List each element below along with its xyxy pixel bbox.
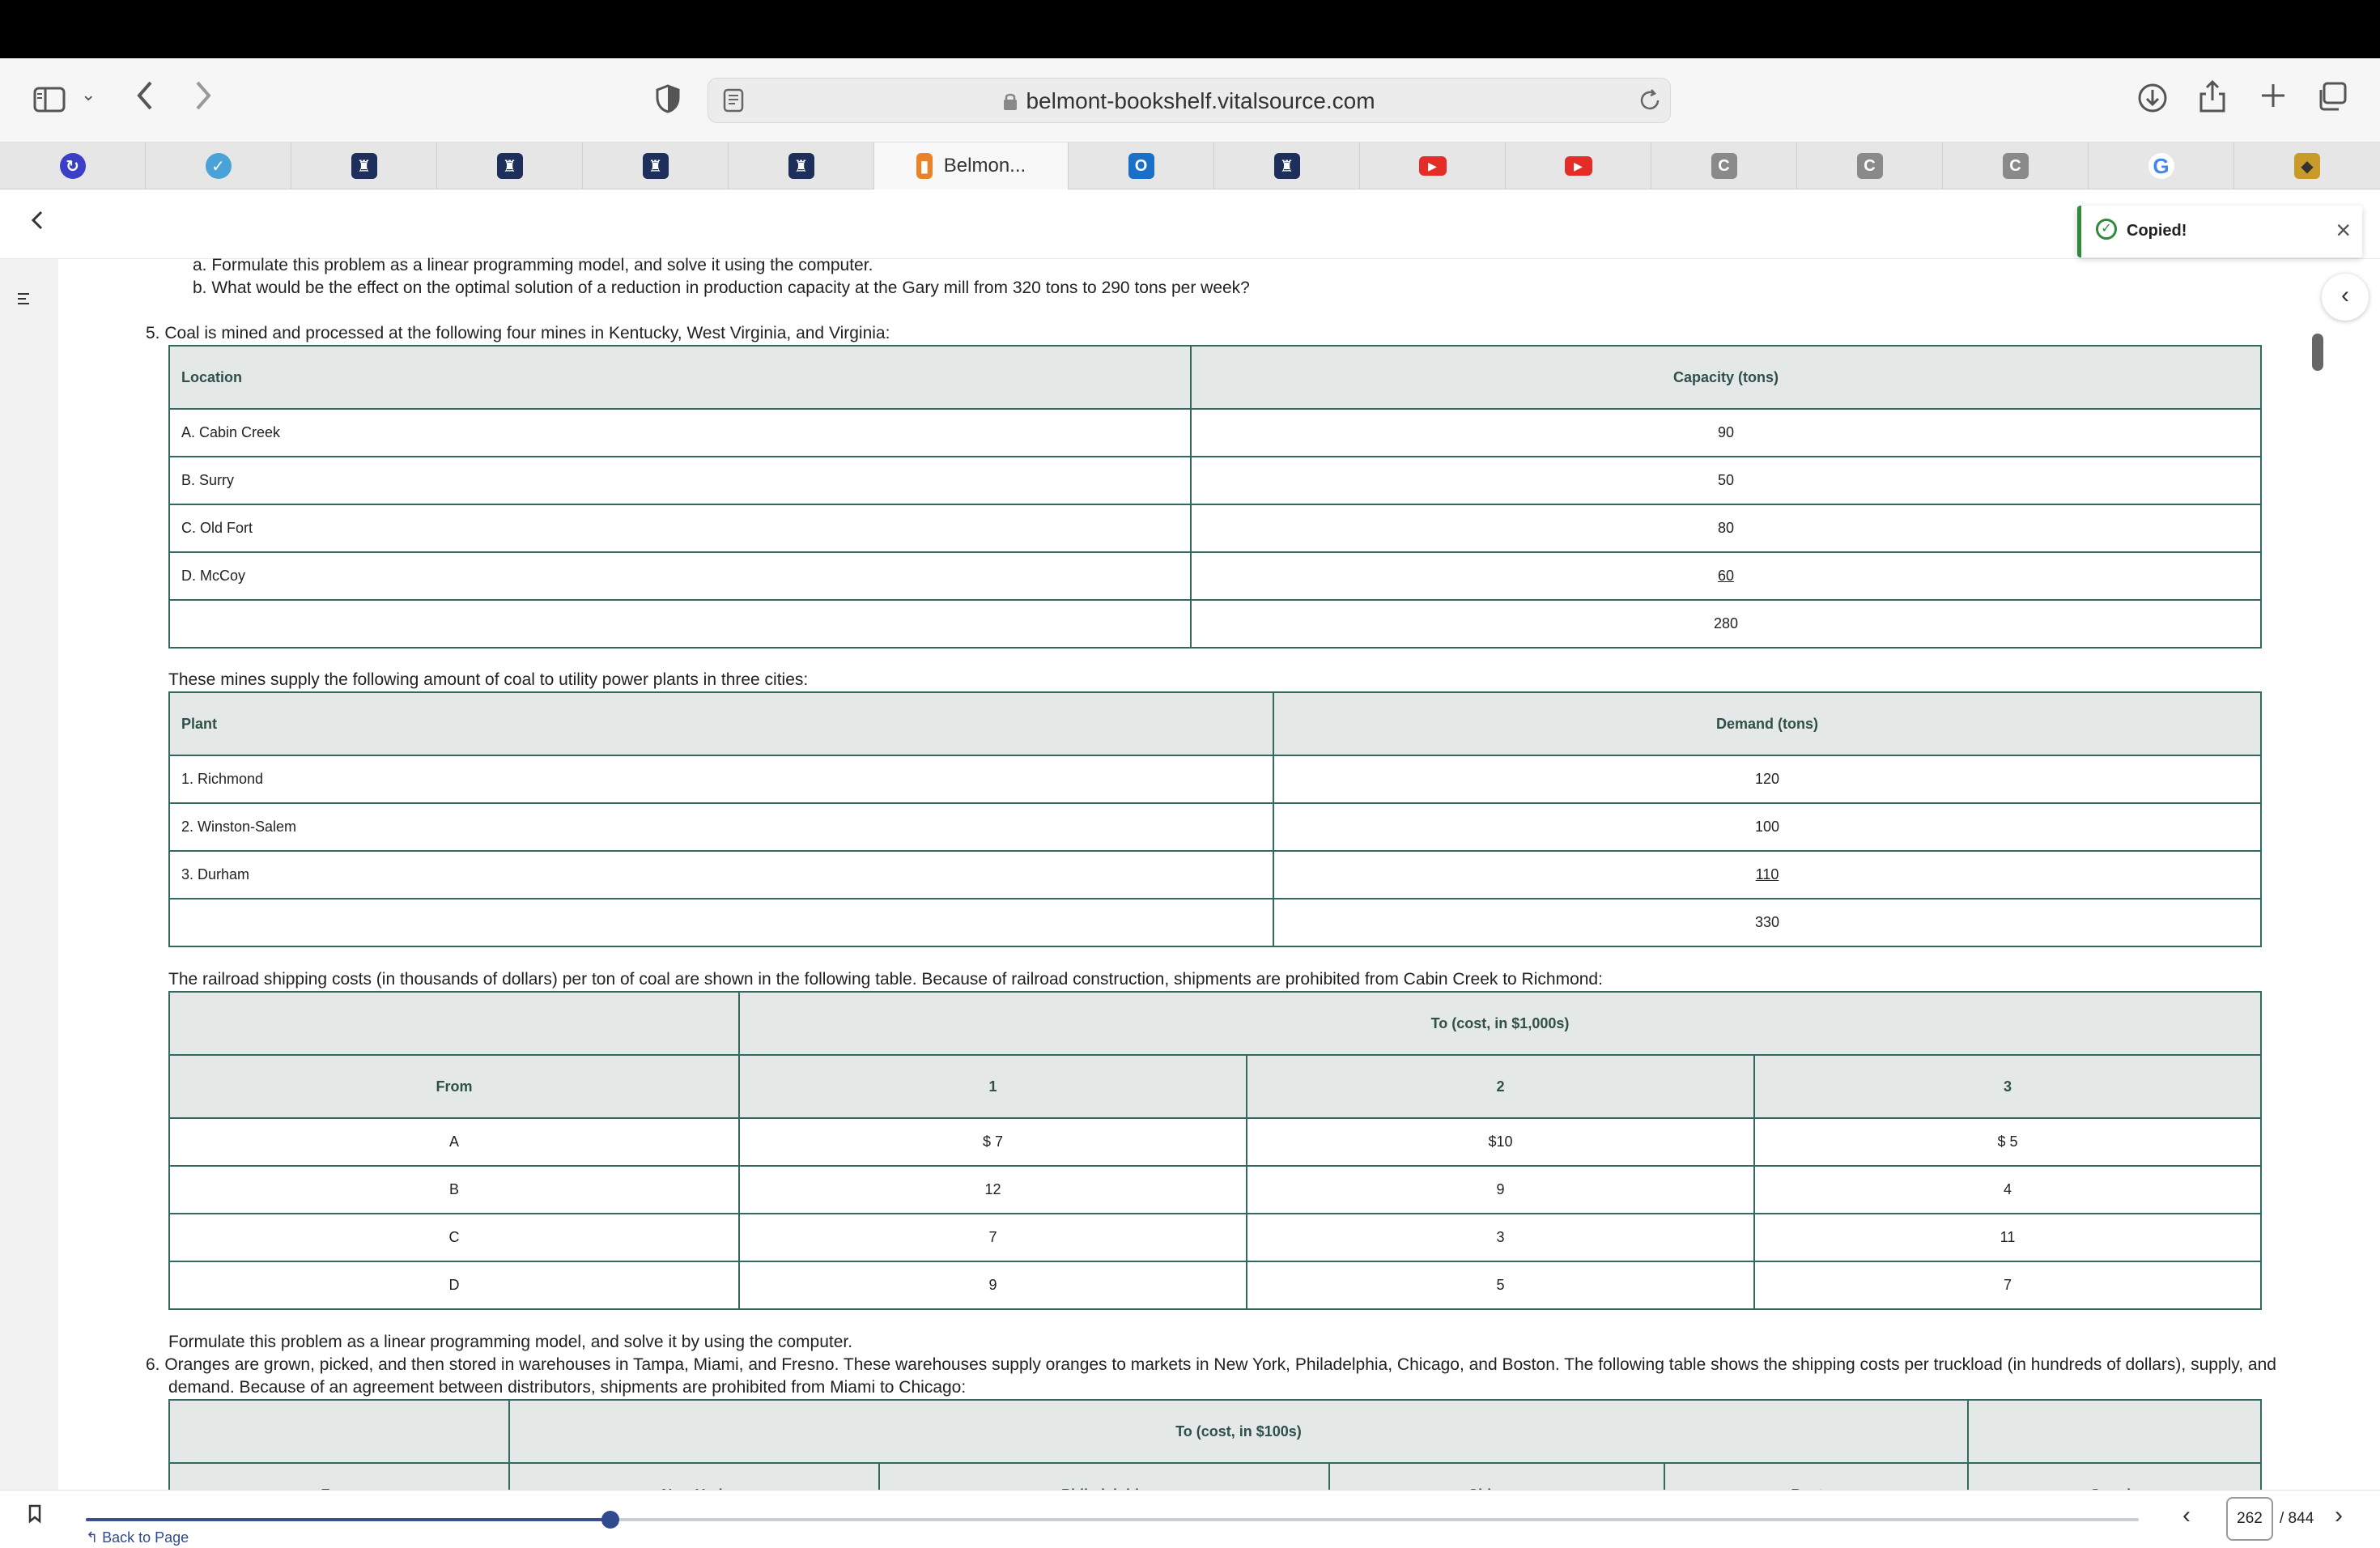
check-circle-icon: ✓ <box>2096 219 2117 240</box>
vitalsource-book-icon: ▮ <box>916 153 933 179</box>
url-label: belmont-bookshelf.vitalsource.com <box>1026 88 1375 113</box>
plant-demand: 110 <box>1755 866 1779 882</box>
belmont-crest-icon: ♜ <box>497 153 523 179</box>
previous-page-icon[interactable]: ‹ <box>2182 1502 2191 1529</box>
blank-header <box>1968 1400 2261 1463</box>
tab-14[interactable] <box>1943 142 2089 189</box>
belmont-crest-icon: ♜ <box>788 153 814 179</box>
progress-handle[interactable] <box>601 1511 619 1529</box>
plant-demand: 100 <box>1273 803 2261 851</box>
tab-4[interactable] <box>437 142 583 189</box>
tab-15[interactable] <box>2089 142 2234 189</box>
browser-toolbar <box>0 58 2380 142</box>
sidebar-toggle-icon[interactable] <box>32 83 66 117</box>
return-arrow-icon: ↰ <box>86 1529 103 1546</box>
tab-label: Belmon... <box>943 155 1026 176</box>
header-dest-1: 1 <box>739 1055 1247 1118</box>
header-dest-3: 3 <box>1754 1055 2261 1118</box>
tab-bar <box>0 142 2380 189</box>
cost-cell: $10 <box>1247 1118 1754 1166</box>
tab-16[interactable] <box>2234 142 2380 189</box>
belmont-crest-icon: ♜ <box>1274 153 1300 179</box>
plant-name <box>169 899 1273 946</box>
toast-message: Copied! <box>2127 222 2187 240</box>
header-dest-2: 2 <box>1247 1055 1754 1118</box>
tab-10[interactable] <box>1360 142 1506 189</box>
belmont-crest-icon: ♜ <box>643 153 669 179</box>
reader-header <box>0 189 2380 259</box>
book-page <box>58 256 2317 1490</box>
url-text <box>708 88 1670 117</box>
tab-3[interactable] <box>291 142 437 189</box>
tab-5[interactable] <box>583 142 729 189</box>
plant-name: 3. Durham <box>169 851 1273 899</box>
cost-cell: 4 <box>1754 1166 2261 1214</box>
left-rail <box>0 259 58 1490</box>
from-mine: C <box>169 1214 739 1261</box>
plants-intro: These mines supply the following amount of coal to utility power plants in three cities: <box>168 670 809 689</box>
mine-name: D. McCoy <box>169 552 1191 600</box>
mine-name: C. Old Fort <box>169 504 1191 552</box>
header-plant: Plant <box>169 692 1273 755</box>
back-to-page-link[interactable] <box>86 1529 189 1546</box>
bookmark-icon[interactable] <box>28 1503 42 1529</box>
chevron-down-icon[interactable]: ⌄ <box>81 84 96 104</box>
mine-capacity: 90 <box>1191 409 2261 457</box>
mine-name: A. Cabin Creek <box>169 409 1191 457</box>
c-icon: C <box>1857 153 1883 179</box>
google-icon: G <box>2148 153 2174 179</box>
blank-header <box>169 1400 509 1463</box>
header-from: From <box>169 1055 739 1118</box>
new-tab-plus-icon[interactable] <box>2259 81 2288 110</box>
mine-name: B. Surry <box>169 457 1191 504</box>
header-location: Location <box>169 346 1191 409</box>
mine-capacity: 80 <box>1191 504 2261 552</box>
c-icon: C <box>2003 153 2029 179</box>
demand-total: 330 <box>1273 899 2261 946</box>
plant-name: 1. Richmond <box>169 755 1273 803</box>
page-total: / 844 <box>2280 1510 2314 1527</box>
collapse-panel-button[interactable]: ‹ <box>2322 274 2369 321</box>
problem-6-text-line1: 6. Oranges are grown, picked, and then stored in warehouses in Tampa, Miami, and Fresno. These warehouses supply oranges to markets in New York, Philadelphia, Chicago, and Boston. The following table shows the shipping costs per truckload (in hundreds of dollars), supply, and <box>146 1355 2276 1374</box>
tab-2[interactable] <box>146 142 291 189</box>
back-arrow-icon[interactable] <box>134 79 155 112</box>
mine-capacity: 50 <box>1191 457 2261 504</box>
blackboard-icon: ◆ <box>2294 153 2320 179</box>
forward-arrow-icon[interactable] <box>193 79 214 112</box>
page-progress-slider[interactable] <box>86 1518 2139 1521</box>
privacy-shield-icon[interactable] <box>656 84 680 113</box>
close-icon[interactable]: × <box>2335 215 2351 245</box>
header-demand: Demand (tons) <box>1273 692 2261 755</box>
tab-11[interactable] <box>1506 142 1651 189</box>
item-a: a. Formulate this problem as a linear programming model, and solve it using the computer. <box>193 256 873 274</box>
check-badge-icon: ✓ <box>206 153 232 179</box>
reload-icon[interactable] <box>1638 88 1662 113</box>
copied-toast <box>2077 206 2362 257</box>
costs-intro: The railroad shipping costs (in thousands of dollars) per ton of coal are shown in the following table. Because of railroad construction, shipments are prohibited from Cabin Creek to Richmond: <box>168 970 1603 989</box>
tab-13[interactable] <box>1797 142 1943 189</box>
cost-cell: $ 7 <box>739 1118 1247 1166</box>
cost-cell: 9 <box>1247 1166 1754 1214</box>
plant-name: 2. Winston-Salem <box>169 803 1273 851</box>
problem-5-formulate: Formulate this problem as a linear programming model, and solve it by using the computer. <box>168 1333 853 1351</box>
from-mine: B <box>169 1166 739 1214</box>
cost-cell: 7 <box>739 1214 1247 1261</box>
address-bar[interactable] <box>708 78 1671 123</box>
cost-cell: 3 <box>1247 1214 1754 1261</box>
reader-footer <box>0 1490 2380 1548</box>
blank-header <box>169 992 739 1055</box>
mines-table <box>168 345 2262 649</box>
next-page-icon[interactable]: › <box>2335 1502 2343 1529</box>
tab-9[interactable] <box>1214 142 1360 189</box>
screen-top-bar <box>0 0 2380 58</box>
share-icon[interactable] <box>2199 79 2226 113</box>
belmont-crest-icon: ♜ <box>351 153 377 179</box>
back-chevron-icon[interactable] <box>29 206 45 240</box>
youtube-icon: ▶ <box>1565 156 1592 176</box>
header-to-cost: To (cost, in $100s) <box>509 1400 1969 1463</box>
mine-capacity: 60 <box>1717 568 1735 584</box>
from-mine: A <box>169 1118 739 1166</box>
plants-table <box>168 691 2262 947</box>
cost-cell: 11 <box>1754 1214 2261 1261</box>
tab-overview-icon[interactable] <box>2317 81 2348 112</box>
tab-8[interactable] <box>1069 142 1214 189</box>
header-to-cost: To (cost, in $1,000s) <box>739 992 2261 1055</box>
from-mine: D <box>169 1261 739 1309</box>
progress-fill <box>86 1518 610 1521</box>
downloads-icon[interactable] <box>2137 83 2168 113</box>
problem-6-text-line2: demand. Because of an agreement between distributors, shipments are prohibited from Miami to Chicago: <box>168 1378 967 1397</box>
problem-5-intro: 5. Coal is mined and processed at the following four mines in Kentucky, West Virginia, and Virginia: <box>146 324 890 342</box>
menu-icon[interactable] <box>16 285 32 313</box>
youtube-icon: ▶ <box>1419 156 1447 176</box>
page-number-input[interactable]: 262 <box>2226 1497 2273 1541</box>
cost-cell: 5 <box>1247 1261 1754 1309</box>
cost-cell: $ 5 <box>1754 1118 2261 1166</box>
plant-demand: 120 <box>1273 755 2261 803</box>
header-capacity: Capacity (tons) <box>1191 346 2261 409</box>
item-b: b. What would be the effect on the optimal solution of a reduction in production capacity at the Gary mill from 320 tons to 290 tons per week? <box>193 279 1250 297</box>
tab-1[interactable] <box>0 142 146 189</box>
cost-cell: 9 <box>739 1261 1247 1309</box>
mine-name <box>169 600 1191 648</box>
capacity-total: 280 <box>1191 600 2261 648</box>
refresh-circle-icon: ↻ <box>60 153 86 179</box>
tab-active-belmont[interactable] <box>874 142 1069 189</box>
tab-12[interactable] <box>1651 142 1797 189</box>
cost-cell: 7 <box>1754 1261 2261 1309</box>
shipping-costs-table <box>168 991 2262 1310</box>
c-icon: C <box>1711 153 1737 179</box>
cost-cell: 12 <box>739 1166 1247 1214</box>
outlook-icon: O <box>1128 153 1154 179</box>
tab-6[interactable] <box>729 142 874 189</box>
back-to-page-label: Back to Page <box>102 1529 189 1546</box>
scrollbar-thumb[interactable] <box>2312 334 2323 371</box>
lock-icon <box>1003 91 1018 117</box>
